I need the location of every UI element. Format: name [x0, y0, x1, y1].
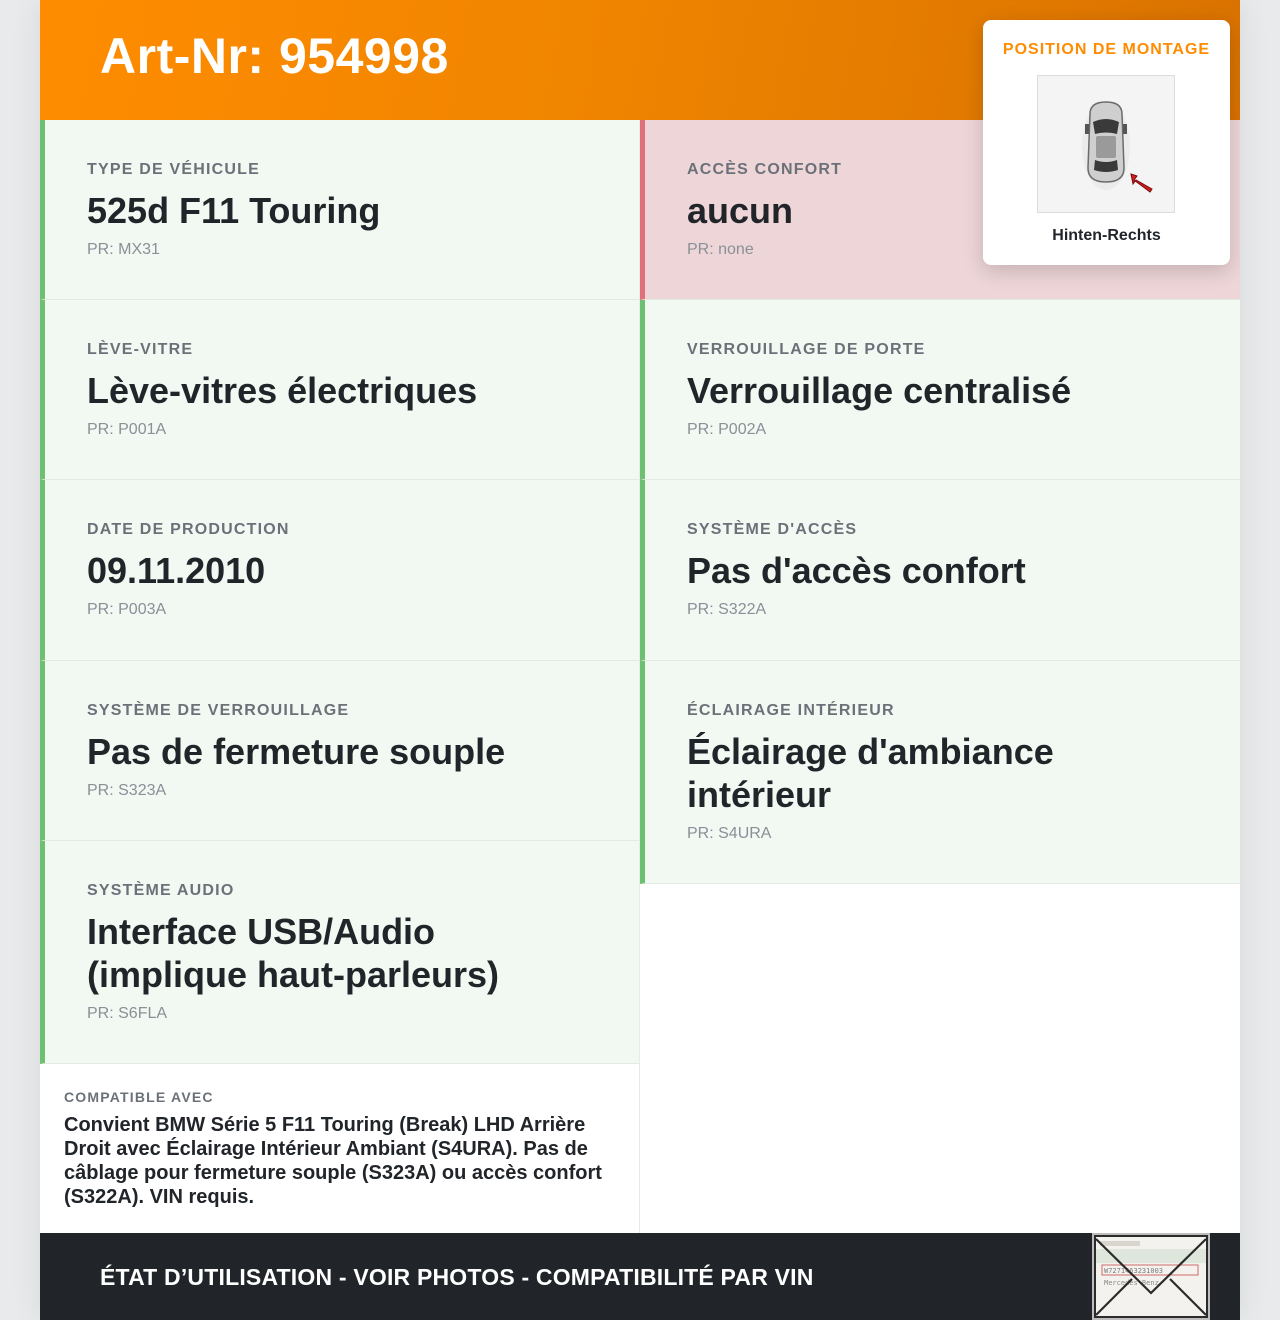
spec-label: LÈVE-VITRE — [87, 341, 194, 358]
thumb-brand-text: Mercedes-Benz — [1104, 1279, 1159, 1287]
column-divider — [639, 120, 640, 1233]
spec-value: 525d F11 Touring — [87, 190, 381, 231]
spec-pr-code: PR: P002A — [687, 421, 767, 438]
spec-value: Verrouillage centralisé — [687, 370, 1072, 411]
spec-pr-code: PR: P001A — [87, 421, 167, 438]
spec-access-system — [640, 480, 1240, 661]
spec-pr-code: PR: P003A — [87, 601, 167, 618]
spec-value: aucun — [687, 190, 794, 231]
thumb-vin-text: W7271463231003 — [1104, 1267, 1164, 1275]
spec-production-date — [40, 480, 640, 661]
spec-label: ÉCLAIRAGE INTÉRIEUR — [687, 702, 895, 719]
spec-vehicle-type — [40, 120, 640, 300]
footer-condition-text: ÉTAT D’UTILISATION - VOIR PHOTOS - COMPATIBILITÉ PAR VIN — [100, 1264, 814, 1290]
mounting-position-caption: Hinten-Rechts — [1052, 227, 1161, 244]
footer-bar — [40, 1233, 1240, 1320]
spec-label: VERROUILLAGE DE PORTE — [687, 341, 926, 358]
compatibility-label: COMPATIBLE AVEC — [64, 1089, 214, 1105]
article-number: Art-Nr: 954998 — [100, 28, 449, 84]
mounting-position-card — [983, 20, 1230, 265]
spec-pr-code: PR: S322A — [687, 601, 767, 618]
compatibility-section — [64, 1088, 624, 1209]
vin-label-photo-icon[interactable] — [1092, 1233, 1210, 1320]
spec-audio-system — [40, 841, 640, 1064]
car-top-view-icon — [1037, 75, 1175, 213]
compatibility-text: Convient BMW Série 5 F11 Touring (Break) LHD Arrière Droit avec Éclairage Intérieur Ambiant (S4URA). Pas de câblage pour fermeture souple (S323A) ou accès confort (S322A). VIN requis. — [64, 1114, 602, 1208]
spec-window-lifter — [40, 300, 640, 480]
spec-value: Pas de fermeture souple — [87, 731, 506, 772]
spec-sheet — [40, 0, 1240, 1320]
spec-value: Pas d'accès confort — [687, 550, 1026, 591]
spec-value: Interface USB/Audio (implique haut-parleurs) — [87, 911, 500, 995]
spec-label: DATE DE PRODUCTION — [87, 521, 290, 538]
spec-value: Éclairage d'ambiance intérieur — [687, 731, 1054, 815]
spec-label: SYSTÈME D'ACCÈS — [687, 521, 858, 538]
spec-pr-code: PR: S323A — [87, 782, 167, 799]
spec-label: ACCÈS CONFORT — [687, 161, 843, 178]
spec-pr-code: PR: S4URA — [687, 825, 772, 842]
spec-label: TYPE DE VÉHICULE — [87, 161, 261, 178]
spec-interior-lighting — [640, 661, 1240, 884]
spec-locking-system — [40, 661, 640, 841]
spec-pr-code: PR: none — [687, 241, 754, 258]
spec-pr-code: PR: MX31 — [87, 241, 160, 258]
spec-value: 09.11.2010 — [87, 550, 266, 591]
spec-label: SYSTÈME AUDIO — [87, 882, 235, 899]
mounting-position-title: POSITION DE MONTAGE — [1002, 41, 1211, 58]
spec-pr-code: PR: S6FLA — [87, 1005, 168, 1022]
spec-value: Lève-vitres électriques — [87, 370, 478, 411]
spec-door-locking — [640, 300, 1240, 480]
spec-label: SYSTÈME DE VERROUILLAGE — [87, 702, 350, 719]
